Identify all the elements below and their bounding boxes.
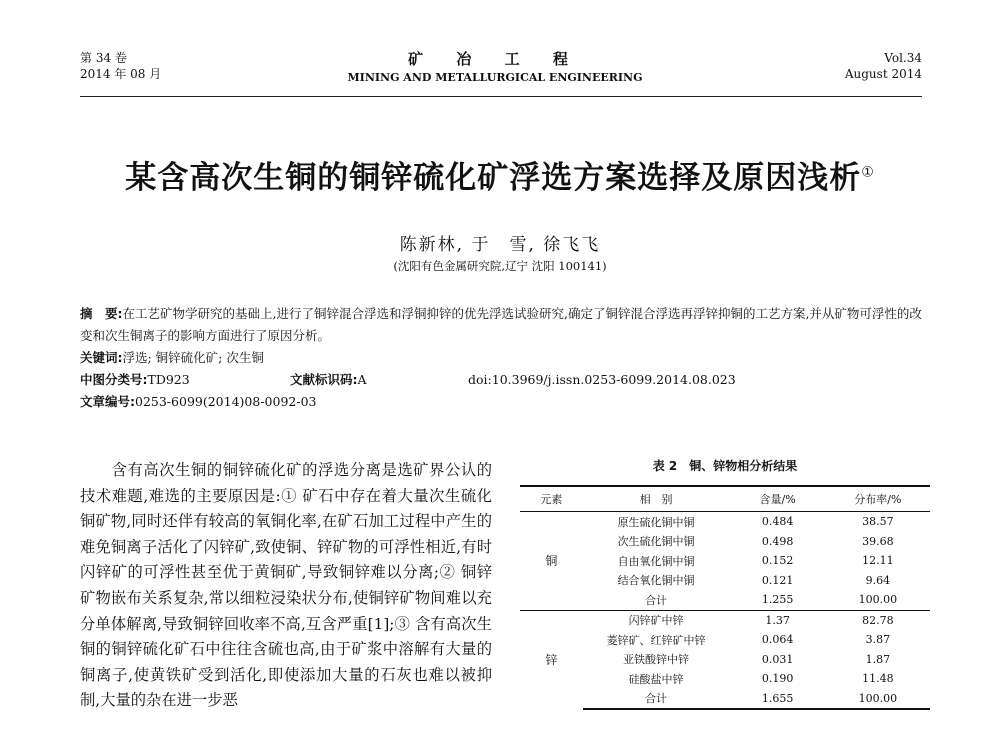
group-element-zn: 锌 xyxy=(520,610,583,709)
clc xyxy=(80,369,190,391)
keywords-line xyxy=(80,347,928,369)
clc-value: TD923 xyxy=(147,372,190,387)
body-paragraph xyxy=(80,458,492,714)
authors: 陈新林, 于 雪, 徐飞飞 xyxy=(399,235,601,255)
table-cell: 11.48 xyxy=(862,672,894,686)
table-cell: 闪锌矿中锌 xyxy=(583,610,730,630)
abstract-block xyxy=(80,303,928,413)
table-cell: 1.655 xyxy=(729,689,825,710)
table-row xyxy=(520,512,930,532)
running-header-center xyxy=(330,48,660,84)
volume-cn: 第 34 卷 xyxy=(80,51,127,65)
table-cell: 82.78 xyxy=(826,610,930,630)
table-cell: 次生硫化铜中铜 xyxy=(617,535,695,549)
affiliation: (沈阳有色金属研究院,辽宁 沈阳 100141) xyxy=(393,259,607,273)
doc-code xyxy=(290,369,367,391)
clc-label: 中图分类号: xyxy=(80,372,148,387)
table-cell: 合计 xyxy=(645,593,668,607)
table-cell: 0.064 xyxy=(761,633,794,647)
table-cell: 0.121 xyxy=(761,573,794,587)
table-cell: 0.484 xyxy=(761,515,794,529)
table-cell: 菱锌矿、红锌矿中锌 xyxy=(606,633,706,647)
abstract-text: 在工艺矿物学研究的基础上,进行了铜锌混合浮选和浮铜抑锌的优先浮选试验研究,确定了铜锌混合浮选再浮锌抑铜的工艺方案,并从矿物可浮性的改变和次生铜离子的影响方面进行了原因分析。 xyxy=(80,306,922,343)
doc-code-value: A xyxy=(357,372,367,387)
article-number: 0253-6099(2014)08-0092-03 xyxy=(135,394,317,409)
col-header-element: 元素 xyxy=(520,486,583,512)
table-cell: 3.87 xyxy=(865,633,891,647)
table-caption: 表 2 铜、锌物相分析结果 xyxy=(652,459,798,473)
table-cell: 亚铁酸锌中锌 xyxy=(623,653,690,667)
table-cell: 0.152 xyxy=(761,554,794,568)
table-row xyxy=(520,610,930,630)
running-header-right xyxy=(845,50,922,82)
table-cell: 硅酸盐中锌 xyxy=(628,672,684,686)
table-cell: 100.00 xyxy=(826,689,930,710)
journal-name-en: MINING AND METALLURGICAL ENGINEERING xyxy=(347,71,643,84)
date-en: August 2014 xyxy=(844,67,922,81)
article-number-label: 文章编号: xyxy=(80,394,135,409)
table-cell: 原生硫化铜中铜 xyxy=(617,515,695,529)
table-cell: 1.87 xyxy=(865,652,891,666)
table-cell: 1.37 xyxy=(729,610,825,630)
table-cell: 9.64 xyxy=(865,573,891,587)
table-cell: 自由氧化铜中铜 xyxy=(617,554,695,568)
body-paragraph-text: 含有高次生铜的铜锌硫化矿的浮选分离是选矿界公认的技术难题,难选的主要原因是:① 矿石中存在着大量次生硫化铜矿物,同时还伴有较高的氧铜化率,在矿石加工过程中产生的难免铜离子活化了闪锌矿,致使铜、锌矿物的可浮性相近,有时闪锌矿的可浮性甚至优于黄铜矿,导致铜锌难以分离;② 铜锌矿物嵌布关系复杂,常以细粒浸染状分布,使铜锌矿物间难以充分单体解离,导致铜锌回收率不高,互含严重[1];③ 含有高次生铜的铜锌硫化矿石中往往含硫也高,由于矿浆中溶解有大量的铜离子,使黄铁矿受到活化,即使添加大量的石灰也难以被抑制,大量的杂在进一步恶 xyxy=(80,461,492,710)
col-header-distribution: 分布率/% xyxy=(826,486,930,512)
table-cell: 100.00 xyxy=(858,593,898,607)
table-cell: 1.255 xyxy=(761,593,794,607)
keywords-label: 关键词: xyxy=(80,350,123,365)
classification-line xyxy=(80,369,928,391)
table-cell: 12.11 xyxy=(862,554,894,568)
table-cell: 39.68 xyxy=(862,534,894,548)
abstract-label: 摘 要: xyxy=(80,306,123,321)
abstract xyxy=(80,303,928,347)
table-cell: 0.031 xyxy=(761,652,794,666)
keywords: 浮选; 铜锌硫化矿; 次生铜 xyxy=(122,350,264,365)
table-header-row xyxy=(520,486,930,512)
title-footnote-mark: ① xyxy=(861,164,875,181)
volume-en: Vol.34 xyxy=(884,51,922,65)
doi: doi:10.3969/j.issn.0253-6099.2014.08.023 xyxy=(468,372,736,387)
phase-analysis-table xyxy=(520,485,930,710)
col-header-content: 含量/% xyxy=(729,486,825,512)
table-cell: 38.57 xyxy=(862,515,894,529)
table-cell: 0.498 xyxy=(761,534,794,548)
col-header-phase: 相 别 xyxy=(583,486,730,512)
table-cell: 0.190 xyxy=(761,672,794,686)
title-text: 某含高次生铜的铜锌硫化矿浮选方案选择及原因浅析 xyxy=(125,160,862,196)
article-title xyxy=(0,152,1000,197)
table-cell: 合计 xyxy=(583,689,730,710)
running-header-left xyxy=(80,50,161,82)
article-number-line xyxy=(80,391,928,413)
date-cn: 2014 年 08 月 xyxy=(80,67,162,81)
doc-code-label: 文献标识码: xyxy=(290,372,358,387)
group-element-cu: 铜 xyxy=(545,554,558,569)
journal-name-cn: 矿 冶 工 程 xyxy=(408,50,582,68)
header-rule xyxy=(80,96,922,97)
table-cell: 结合氧化铜中铜 xyxy=(617,574,695,588)
